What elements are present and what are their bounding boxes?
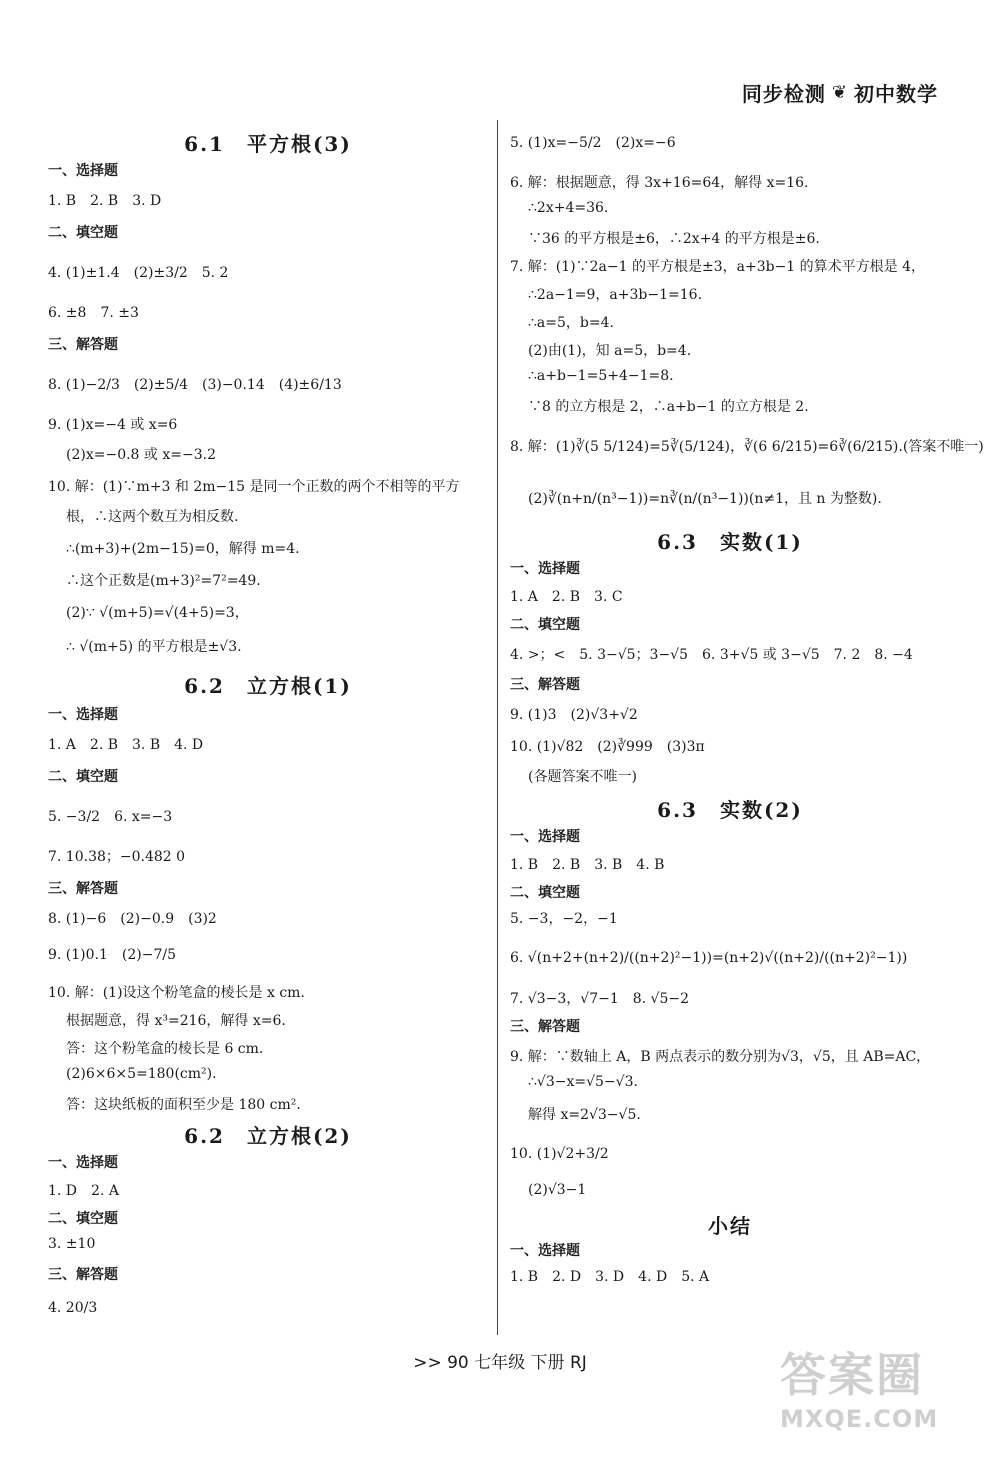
section-title: 6.1 平方根(3) (184, 132, 352, 156)
answer-line: 1. D 2. A (48, 1183, 119, 1199)
watermark-logo (780, 1339, 960, 1449)
answer-line: ∵36 的平方根是±6，∴2x+4 的平方根是±6. (528, 231, 820, 247)
subsection-heading: 一、选择题 (48, 1155, 118, 1171)
answer-line: 1. B 2. D 3. D 4. D 5. A (510, 1269, 710, 1285)
answer-line: ∵8 的立方根是 2，∴a+b−1 的立方根是 2. (528, 399, 809, 415)
answer-line: ∴2x+4=36. (528, 200, 609, 216)
answer-line: ∴2a−1=9，a+3b−1=16. (528, 287, 703, 303)
answer-line: 根据题意，得 x³=216，解得 x=6. (66, 1013, 286, 1029)
answer-line: 10. 解：(1)∵m+3 和 2m−15 是同一个正数的两个不相等的平方 (48, 479, 460, 495)
subsection-heading: 二、填空题 (510, 885, 580, 901)
answer-line: 1. B 2. B 3. B 4. B (510, 857, 665, 873)
section-title: 6.2 立方根(1) (184, 674, 352, 698)
answer-line: 7. √3−3，√7−1 8. √5−2 (510, 991, 690, 1007)
answer-line: 10. 解：(1)设这个粉笔盒的棱长是 x cm. (48, 985, 305, 1001)
answer-line: (2)∵ √(m+5)=√(4+5)=3， (66, 605, 249, 621)
answer-line: 7. 解：(1)∵2a−1 的平方根是±3，a+3b−1 的算术平方根是 4， (510, 259, 926, 275)
answer-line: ∴(m+3)+(2m−15)=0，解得 m=4. (66, 541, 300, 557)
subsection-heading: 三、解答题 (48, 337, 118, 353)
answer-line: (2)由(1)，知 a=5，b=4. (528, 343, 692, 359)
subsection-heading: 三、解答题 (48, 881, 118, 897)
answer-line: 10. (1)√82 (2)∛999 (3)3π (510, 739, 705, 755)
section-title: 6.3 实数(1) (657, 530, 803, 554)
answer-line: 7. 10.38；−0.482 0 (48, 849, 186, 865)
subsection-heading: 三、解答题 (48, 1267, 118, 1283)
answer-line: 8. 解：(1)∛(5 5/124)=5∛(5/124)，∛(6 6/215)=6∛(6/215).(答案不唯一) (510, 439, 984, 455)
watermark-line1: 答案圈 (780, 1348, 924, 1402)
subsection-heading: 一、选择题 (48, 163, 118, 179)
answer-line: 9. (1)3 (2)√3+√2 (510, 707, 638, 723)
answer-line: 9. 解：∵数轴上 A，B 两点表示的数分别为√3，√5，且 AB=AC， (510, 1049, 931, 1065)
page-header (742, 78, 938, 107)
subsection-heading: 一、选择题 (510, 561, 580, 577)
answer-line: 4. (1)±1.4 (2)±3/2 5. 2 (48, 265, 229, 281)
answer-line: 9. (1)0.1 (2)−7/5 (48, 947, 176, 963)
section-title: 6.3 实数(2) (657, 798, 803, 822)
answer-line: ∴a=5，b=4. (528, 315, 614, 331)
answer-line: 8. (1)−6 (2)−0.9 (3)2 (48, 911, 217, 927)
subsection-heading: 三、解答题 (510, 1019, 580, 1035)
answer-line: 答：这个粉笔盒的棱长是 6 cm. (66, 1041, 264, 1057)
answer-line: 8. (1)−2/3 (2)±5/4 (3)−0.14 (4)±6/13 (48, 377, 342, 393)
section-title: 6.2 立方根(2) (184, 1124, 352, 1148)
header-subject: 初中数学 (854, 82, 938, 106)
answer-line: 1. B 2. B 3. D (48, 193, 162, 209)
page-footer: >> 90 七年级 下册 RJ (413, 1353, 587, 1373)
subsection-heading: 一、选择题 (510, 829, 580, 845)
answer-line: 3. ±10 (48, 1236, 96, 1252)
answer-line: 解得 x=2√3−√5. (528, 1107, 641, 1123)
answer-line: ∴ √(m+5) 的平方根是±√3. (66, 639, 242, 655)
subsection-heading: 二、填空题 (510, 617, 580, 633)
answer-line: (各题答案不唯一) (528, 769, 637, 785)
answer-line: 6. 解：根据题意，得 3x+16=64，解得 x=16. (510, 175, 809, 191)
answer-line: 10. (1)√2+3/2 (510, 1146, 609, 1162)
subsection-heading: 三、解答题 (510, 677, 580, 693)
answer-line: 5. (1)x=−5/2 (2)x=−6 (510, 135, 676, 151)
subsection-heading: 二、填空题 (48, 1211, 118, 1227)
answer-line: (2)x=−0.8 或 x=−3.2 (66, 447, 216, 463)
subsection-heading: 一、选择题 (510, 1243, 580, 1259)
answer-line: 6. ±8 7. ±3 (48, 305, 139, 321)
answer-line: 9. (1)x=−4 或 x=6 (48, 417, 178, 433)
answer-line: 1. A 2. B 3. B 4. D (48, 737, 204, 753)
answer-line: 6. √(n+2+(n+2)/((n+2)²−1))=(n+2)√((n+2)/((n+2)²−1)) (510, 950, 908, 966)
answer-line: (2)∛(n+n/(n³−1))=n∛(n/(n³−1))(n≠1，且 n 为整数). (528, 491, 882, 507)
column-divider (497, 120, 498, 1335)
header-title: 同步检测 (741, 82, 826, 106)
answer-line: 5. −3/2 6. x=−3 (48, 809, 173, 825)
answer-line: (2)√3−1 (528, 1182, 587, 1198)
watermark-line2: MXQE.COM (780, 1405, 939, 1433)
answer-line: 1. A 2. B 3. C (510, 589, 623, 605)
leaf-icon: ❦ (831, 82, 848, 103)
answer-line: 答：这块纸板的面积至少是 180 cm². (66, 1097, 301, 1113)
answer-line: 根，∴这两个数互为相反数. (66, 509, 239, 525)
answer-line: (2)6×6×5=180(cm²). (66, 1066, 217, 1082)
section-title: 小结 (708, 1214, 752, 1238)
answer-line: 5. −3，−2，−1 (510, 911, 618, 927)
subsection-heading: 一、选择题 (48, 707, 118, 723)
subsection-heading: 二、填空题 (48, 769, 118, 785)
subsection-heading: 二、填空题 (48, 225, 118, 241)
answer-line: 4. >；< 5. 3−√5；3−√5 6. 3+√5 或 3−√5 7. 2 8. −4 (510, 647, 913, 663)
answer-line: ∴√3−x=√5−√3. (528, 1074, 638, 1090)
answer-line: 4. 20/3 (48, 1300, 98, 1316)
answer-line: ∴a+b−1=5+4−1=8. (528, 368, 674, 384)
answer-line: ∴这个正数是(m+3)²=7²=49. (66, 573, 261, 589)
